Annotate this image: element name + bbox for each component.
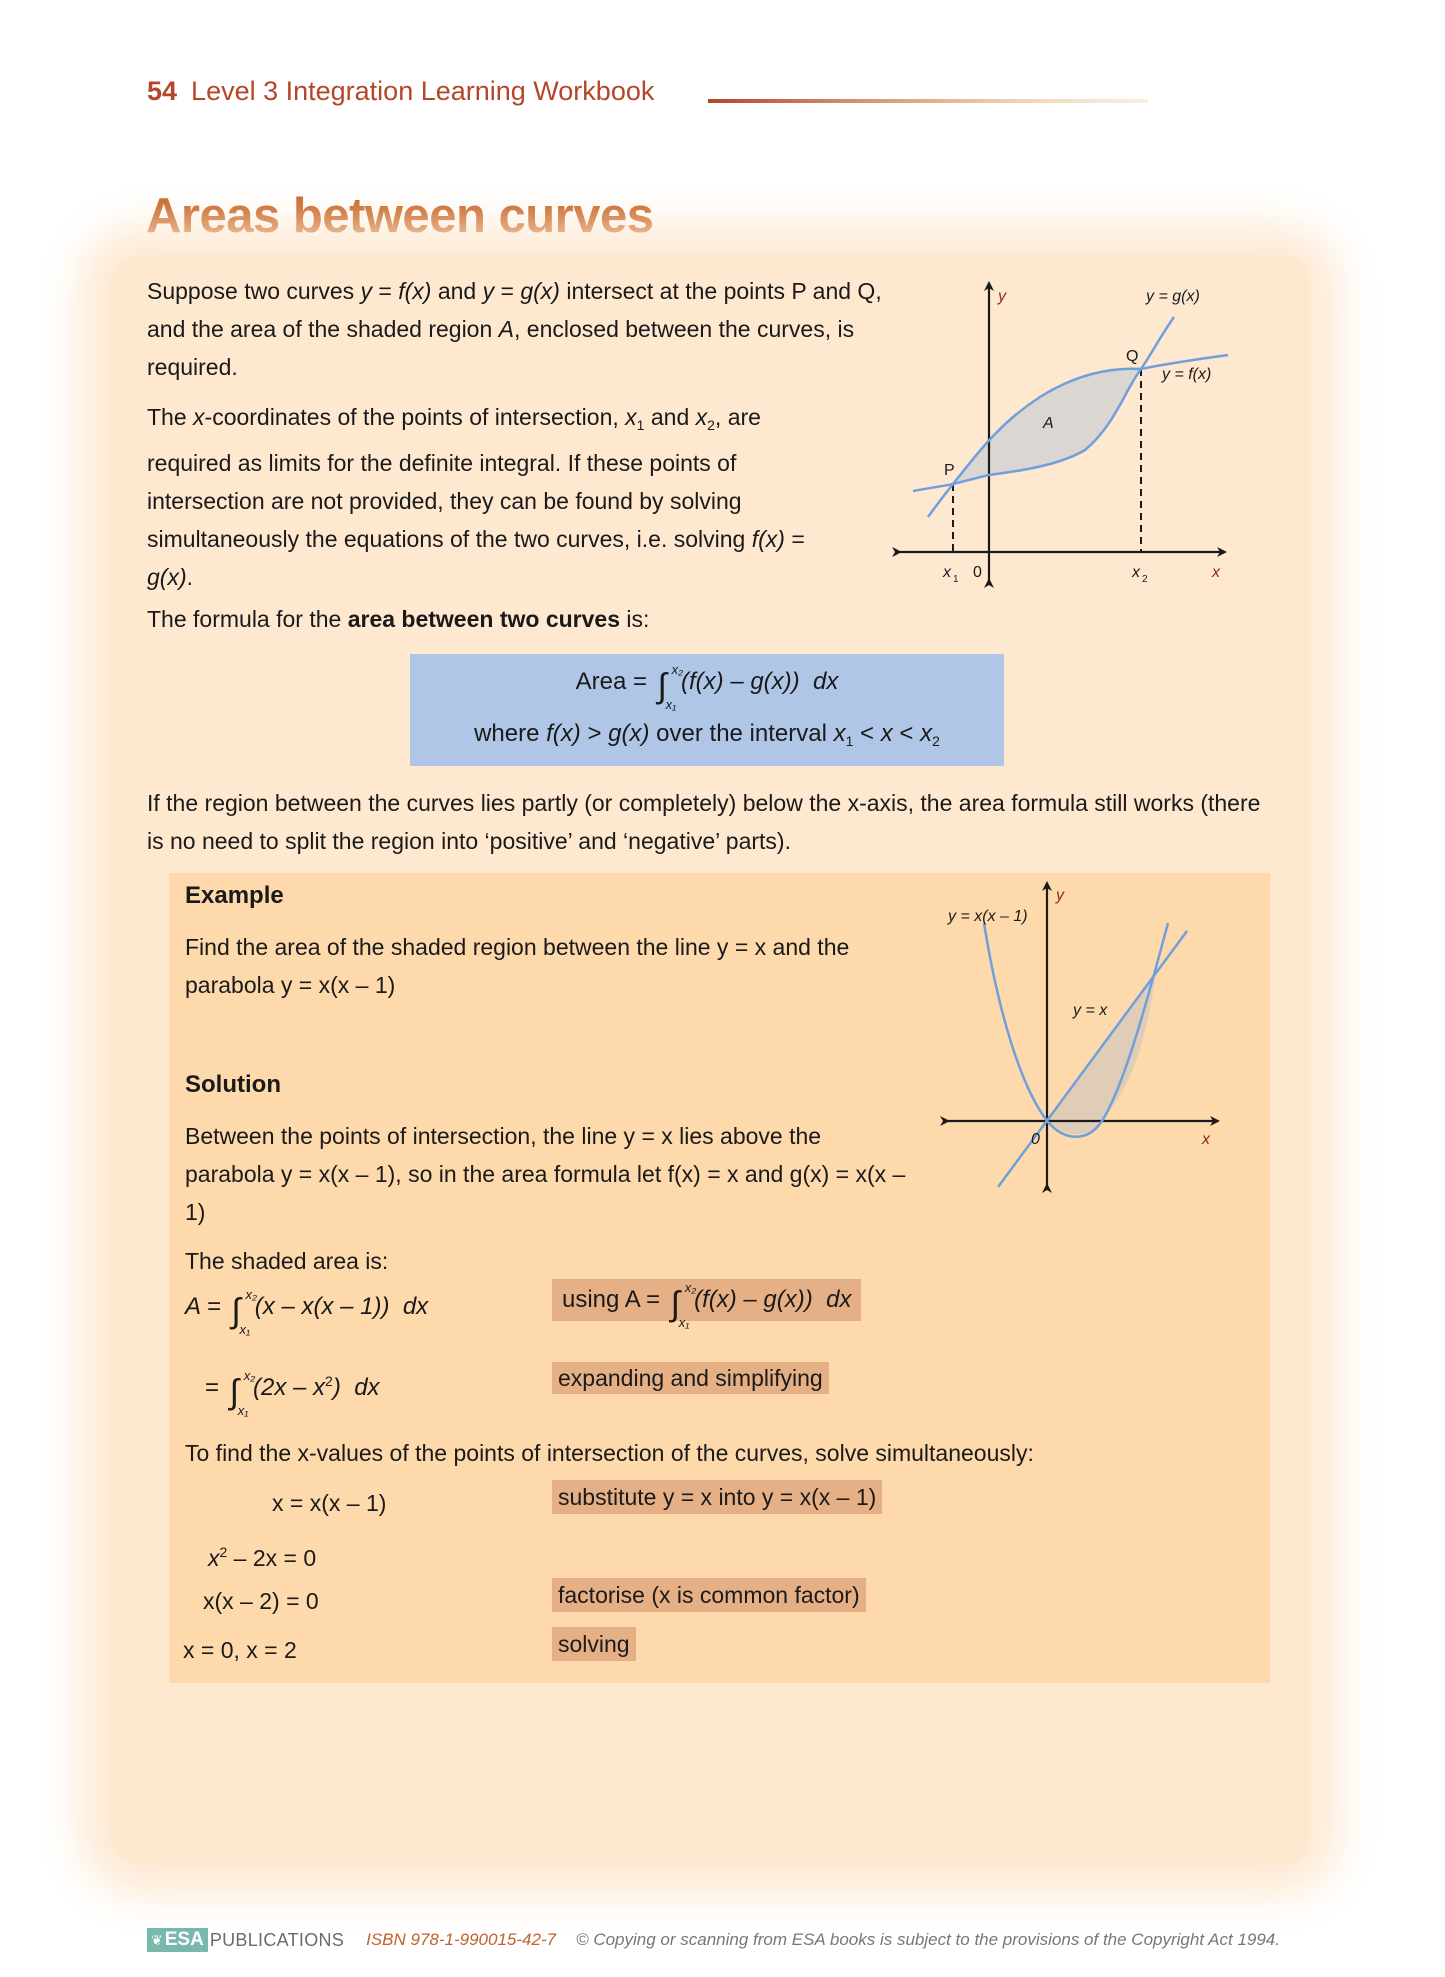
x1-subscript: 1 bbox=[953, 574, 959, 585]
publisher-name: PUBLICATIONS bbox=[209, 1929, 345, 1950]
intersection-intro: To find the x-values of the points of intersection of the curves, solve simultaneously: bbox=[185, 1440, 1034, 1466]
working-line-3: x(x – 2) = 0 bbox=[203, 1588, 319, 1614]
solution-heading: Solution bbox=[185, 1071, 281, 1098]
x2-subscript: 2 bbox=[1142, 574, 1148, 585]
working-annotation-1: substitute y = x into y = x(x – 1) bbox=[552, 1480, 882, 1514]
parabola-label: y = x(x – 1) bbox=[948, 908, 1028, 925]
x1-label: x bbox=[943, 564, 951, 581]
esa-logo: ❦ ESA bbox=[147, 1928, 208, 1952]
point-p-label: P bbox=[944, 462, 955, 479]
step1-annotation: using A = ∫ x₂ x₁ (f(x) – g(x)) dx bbox=[552, 1279, 861, 1321]
x-axis-label: x bbox=[1202, 1131, 1210, 1148]
area-formula-condition: where f(x) > g(x) over the interval $x_1 < x < x_2$ bbox=[474, 720, 940, 749]
diagram-areas-between-curves bbox=[890, 275, 1270, 600]
shaded-area-label: The shaded area is: bbox=[185, 1248, 389, 1274]
y-axis-label: y bbox=[1056, 887, 1064, 904]
example-question: Find the area of the shaded region between the line y = x and the parabola y = x(x – 1) bbox=[185, 934, 850, 998]
x-axis-label: x bbox=[1212, 564, 1220, 581]
working-line-4: x = 0, x = 2 bbox=[183, 1637, 297, 1663]
intro-paragraph-2: The x-coordinates of the points of intersection, $x_1$ and $x_2$, are required as limits for the definite integral. If these points of intersection are not provided, they can be found by solving simultaneously the equations of the two curves, i.e. solving f(x) = g(x). bbox=[147, 404, 805, 590]
solution-text: Between the points of intersection, the line y = x lies above the parabola y = x(x – 1), so in the area formula let f(x) = x and g(x) = x(x – 1) bbox=[185, 1123, 906, 1225]
page-number: 54 bbox=[147, 76, 178, 106]
y-axis-label: y bbox=[998, 288, 1006, 305]
step2-equation: = ∫ x₂ x₁ $(2x - x^2)$ dx bbox=[205, 1368, 380, 1418]
below-axis-note: If the region between the curves lies partly (or completely) below the x-axis, the area formula still works (there is no need to split the region into ‘positive’ and ‘negative’ parts). bbox=[147, 790, 1261, 854]
working-line-1: x = x(x – 1) bbox=[272, 1490, 387, 1516]
example-heading: Example bbox=[185, 882, 284, 909]
leaf-icon: ❦ bbox=[151, 1931, 163, 1948]
g-curve-label: y = g(x) bbox=[1146, 288, 1200, 305]
step1-equation: A = ∫ x₂ x₁ (x – x(x – 1)) dx bbox=[185, 1287, 429, 1337]
working-annotation-4: solving bbox=[552, 1627, 636, 1661]
formula-intro: The formula for the area between two curves is: bbox=[147, 606, 650, 632]
diagram-parabola-and-line bbox=[940, 880, 1260, 1220]
step2-annotation: expanding and simplifying bbox=[552, 1362, 829, 1394]
line-label: y = x bbox=[1073, 1002, 1108, 1019]
f-curve-label: y = f(x) bbox=[1162, 366, 1212, 383]
line-y-equals-x bbox=[998, 931, 1187, 1187]
area-formula: Area = ∫ x₂ x₁ (f(x) – g(x)) dx bbox=[575, 662, 839, 712]
working-annotation-3: factorise (x is common factor) bbox=[552, 1578, 866, 1612]
intro-paragraph-1: Suppose two curves y = f(x) and y = g(x) intersect at the points P and Q, and the area of the shaded region A, enclosed between the curves, is required. bbox=[147, 278, 882, 380]
copyright-notice: © Copying or scanning from ESA books is subject to the provisions of the Copyright Act 1994. bbox=[576, 1930, 1280, 1949]
point-q-label: Q bbox=[1126, 348, 1139, 365]
x2-label: x bbox=[1132, 564, 1140, 581]
header-rule bbox=[708, 99, 1148, 103]
integral-sign: ∫ x₂ x₁ bbox=[657, 662, 684, 712]
area-formula-box bbox=[410, 654, 1004, 766]
working-line-2: $x^2 - 2x = 0$ bbox=[208, 1544, 317, 1571]
origin-label: 0 bbox=[1031, 1131, 1040, 1148]
book-title: Level 3 Integration Learning Workbook bbox=[191, 76, 655, 106]
origin-label: 0 bbox=[973, 564, 982, 581]
isbn: ISBN 978-1-990015-42-7 bbox=[366, 1930, 557, 1949]
page-title: Areas between curves bbox=[146, 189, 654, 243]
running-head bbox=[147, 76, 654, 107]
region-a-label: A bbox=[1043, 415, 1054, 432]
footer bbox=[147, 1928, 1280, 1952]
